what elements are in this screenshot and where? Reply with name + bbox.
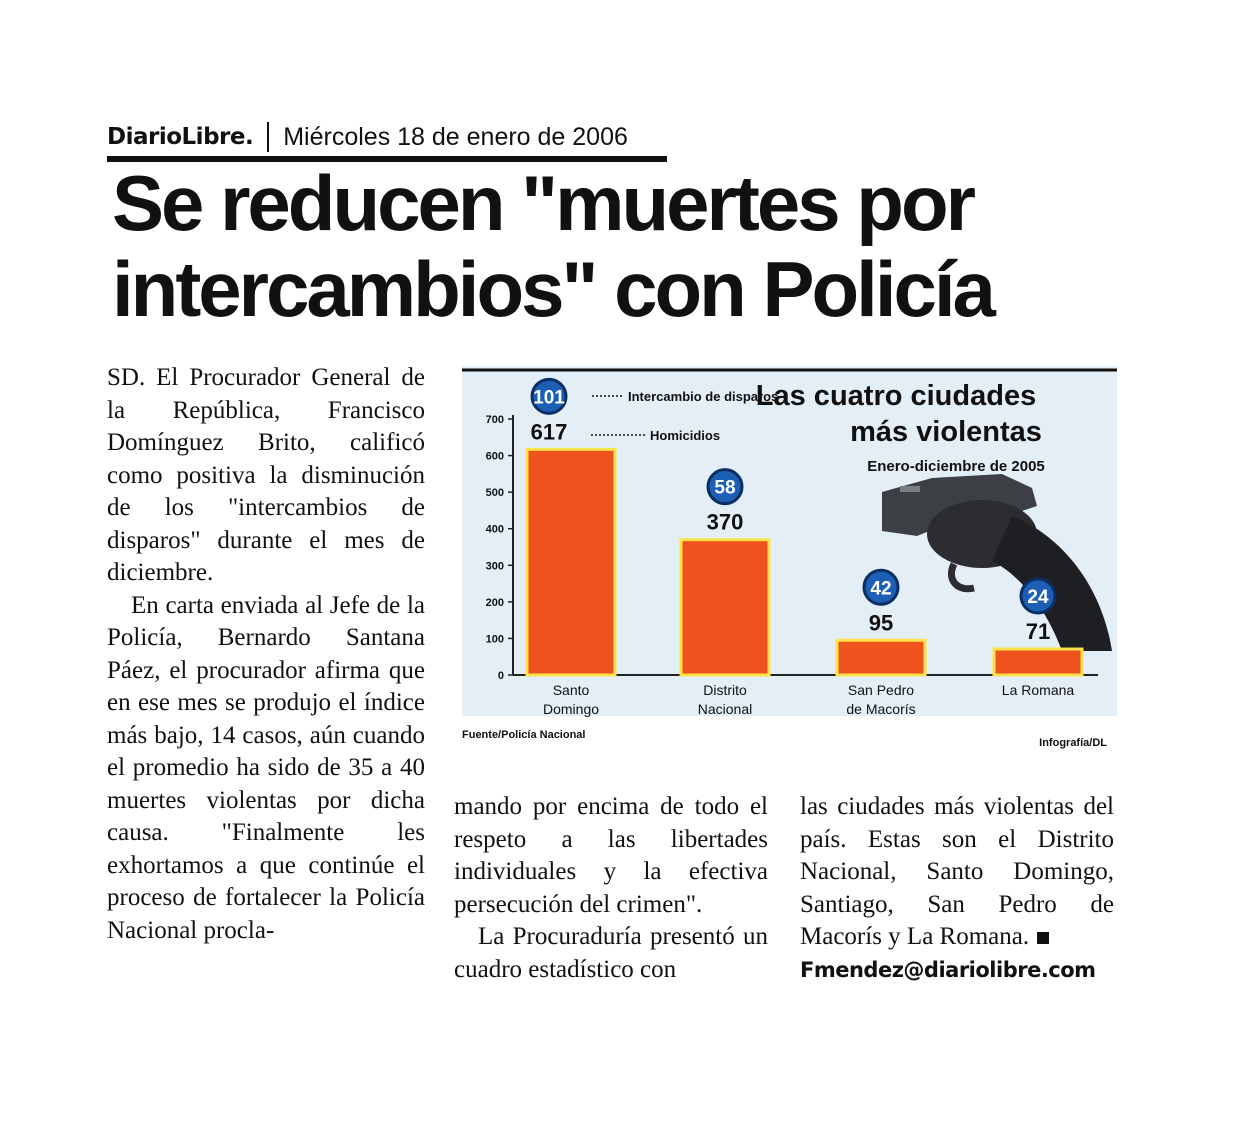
x-category-label: Santo (552, 682, 590, 698)
paragraph: La Procuraduría presentó un cuadro estadístico con (454, 923, 768, 983)
brand-logo: DiarioLibre. (107, 122, 269, 152)
chart-title-line-2: más violentas (850, 416, 1042, 448)
chart-source: Fuente/Policía Nacional (462, 729, 586, 741)
chart-subtitle: Enero-diciembre de 2005 (867, 458, 1045, 475)
chart-credit: Infografía/DL (1039, 737, 1107, 749)
legend-intercambio: Intercambio de disparos (628, 389, 779, 404)
infographic (462, 366, 1117, 778)
bar-chart (462, 366, 1117, 778)
intercambio-value-label: 58 (714, 477, 736, 499)
y-tick-label: 500 (485, 487, 504, 500)
bar-homicidios (994, 649, 1082, 675)
byline (800, 954, 1114, 987)
x-category-label: La Romana (1001, 682, 1075, 698)
article-column-3 (800, 791, 1114, 986)
paragraph: En carta enviada al Jefe de la Policía, Bernardo Santana Páez, el procurador afirma que en ese mes se produjo el índice más bajo, 14 casos, aún cuando el promedio ha sido de 35 a 40 muertes violentas por dicha causa. "Finalmente les exhortamos a que continúe el proceso de fortalecer la Policía Nacional procla- (107, 591, 425, 944)
homicidios-value-label: 370 (706, 509, 744, 535)
paragraph (800, 791, 1114, 954)
chart-title-line-1: Las cuatro ciudades (755, 380, 1037, 412)
y-tick-label: 700 (485, 414, 504, 426)
paragraph: SD. El Procurador General de la República, Francisco Domínguez Brito, calificó como positiva la disminución de los "intercambios de disparos" durante el mes de diciembre. (107, 364, 425, 586)
x-category-label: Domingo (542, 701, 600, 717)
bar-homicidios (527, 449, 615, 675)
bar-homicidios (681, 540, 769, 675)
publication-date: Miércoles 18 de enero de 2006 (283, 123, 628, 151)
article-column-1 (107, 362, 425, 947)
homicidios-value-label: 71 (1025, 619, 1051, 645)
y-tick-label: 200 (485, 596, 504, 609)
y-tick-label: 0 (497, 670, 504, 682)
x-category-label: Nacional (697, 701, 753, 717)
y-tick-label: 600 (485, 450, 504, 463)
homicidios-value-label: 617 (530, 419, 568, 445)
homicidios-value-label: 95 (868, 610, 894, 636)
paragraph-text: las ciudades más violentas del país. Estas son el Distrito Nacional, Santo Domingo, Santiago, San Pedro de Macorís y La Romana. (800, 793, 1114, 950)
headline: Se reducen "muertes por intercambios" con Policía (112, 159, 993, 333)
intercambio-value-label: 101 (533, 387, 565, 409)
y-tick-label: 400 (485, 523, 504, 536)
legend-homicidios: Homicidios (650, 428, 721, 443)
x-category-label: Distrito (703, 682, 747, 698)
intercambio-value-label: 42 (870, 578, 892, 600)
paragraph: mando por encima de todo el respeto a las libertades individuales y la efectiva persecución del crimen". (454, 793, 768, 918)
x-category-label: de Macorís (846, 701, 916, 717)
article-column-2 (454, 791, 768, 986)
masthead (107, 118, 667, 162)
x-category-label: San Pedro (847, 682, 915, 698)
end-mark (1037, 932, 1049, 944)
y-tick-label: 300 (485, 560, 504, 573)
y-tick-label: 100 (485, 633, 504, 646)
author-email: Fmendez@diariolibre.com (800, 957, 1096, 982)
bar-homicidios (837, 640, 925, 675)
intercambio-value-label: 24 (1027, 587, 1049, 609)
